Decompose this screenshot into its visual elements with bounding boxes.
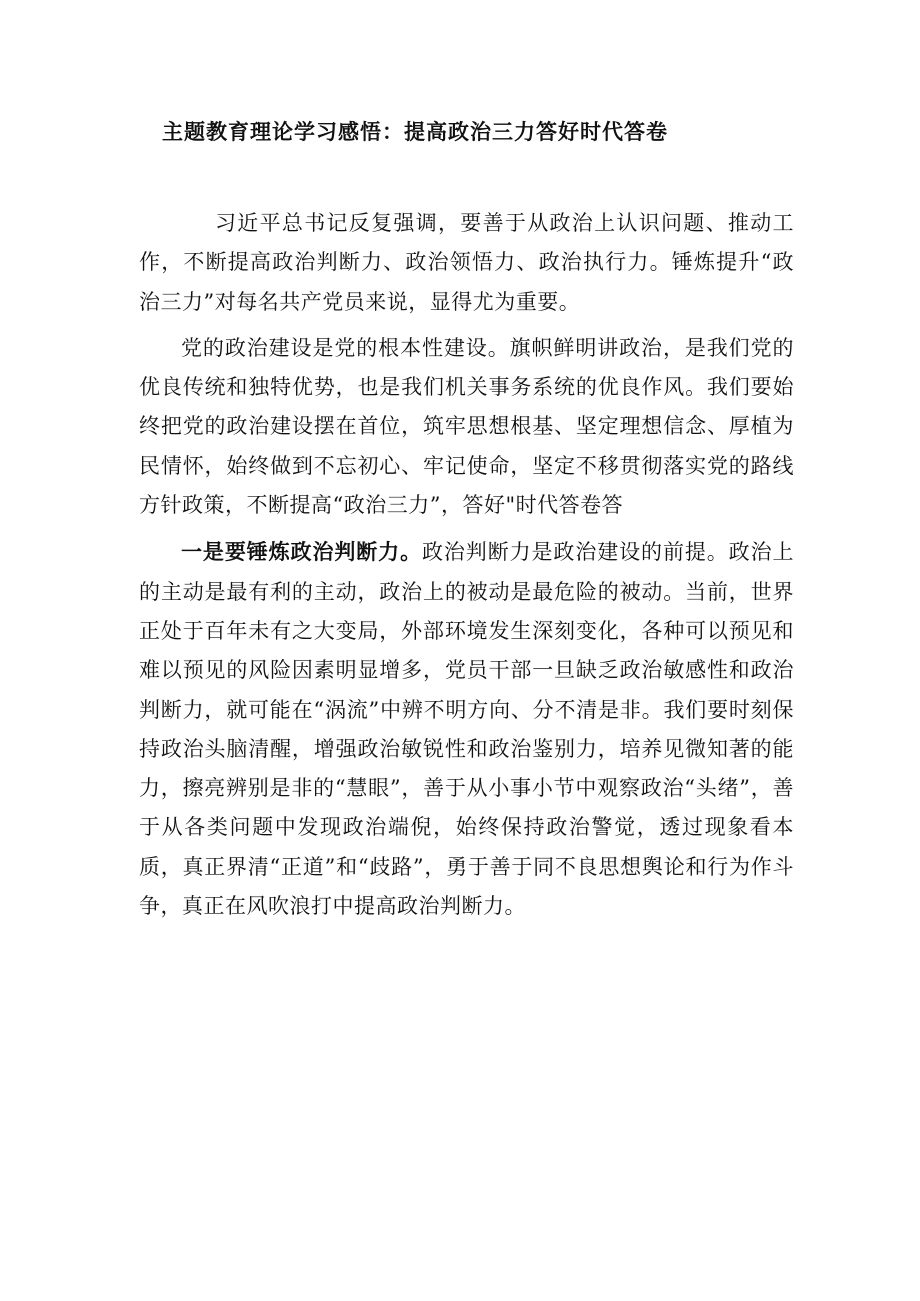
document-title: 主题教育理论学习感悟：提高政治三力答好时代答卷	[162, 119, 668, 144]
paragraph-political-judgment-text: 政治判断力是政治建设的前提。政治上的主动是最有利的主动，政治上的被动是最危险的被动。当前，世界正处于百年未有之大变局，外部环境发生深刻变化，各种可以预见和难以预见的风险因素明显增多，党员干部一旦缺乏政治敏感性和政治判断力，就可能在“涡流”中辨不明方向、分不清是非。我们要时刻保持政治头脑清醒，增强政治敏锐性和政治鉴别力，培养见微知著的能力，擦亮辨别是非的“慧眼”，善于从小事小节中观察政治“头绪”，善于从各类问题中发现政治端倪，始终保持政治警觉，透过现象看本质，真正界清“正道”和“歧路”，勇于善于同不良思想舆论和行为作斗争，真正在风吹浪打中提高政治判断力。	[139, 540, 795, 919]
paragraph-political-judgment-lead: 一是要锤炼政治判断力。	[181, 539, 422, 565]
paragraph-political-judgment	[139, 532, 794, 926]
paragraph-political-building-text: 党的政治建设是党的根本性建设。旗帜鲜明讲政治，是我们党的优良传统和独特优势，也是我们机关事务系统的优良作风。我们要始终把党的政治建设摆在首位，筑牢思想根基、坚定理想信念、厚植为民情怀，始终做到不忘初心、牢记使命，坚定不移贯彻落实党的路线方针政策，不断提高“政治三力”，答好"时代答卷答	[139, 335, 794, 518]
paragraph-political-building	[139, 329, 794, 525]
paragraph-intro-text: 习近平总书记反复强调，要善于从政治上认识问题、推动工作，不断提高政治判断力、政治领悟力、政治执行力。锤炼提升“政治三力”对每名共产党员来说，显得尤为重要。	[139, 211, 794, 314]
paragraph-intro	[139, 204, 794, 322]
document-body	[139, 204, 794, 933]
